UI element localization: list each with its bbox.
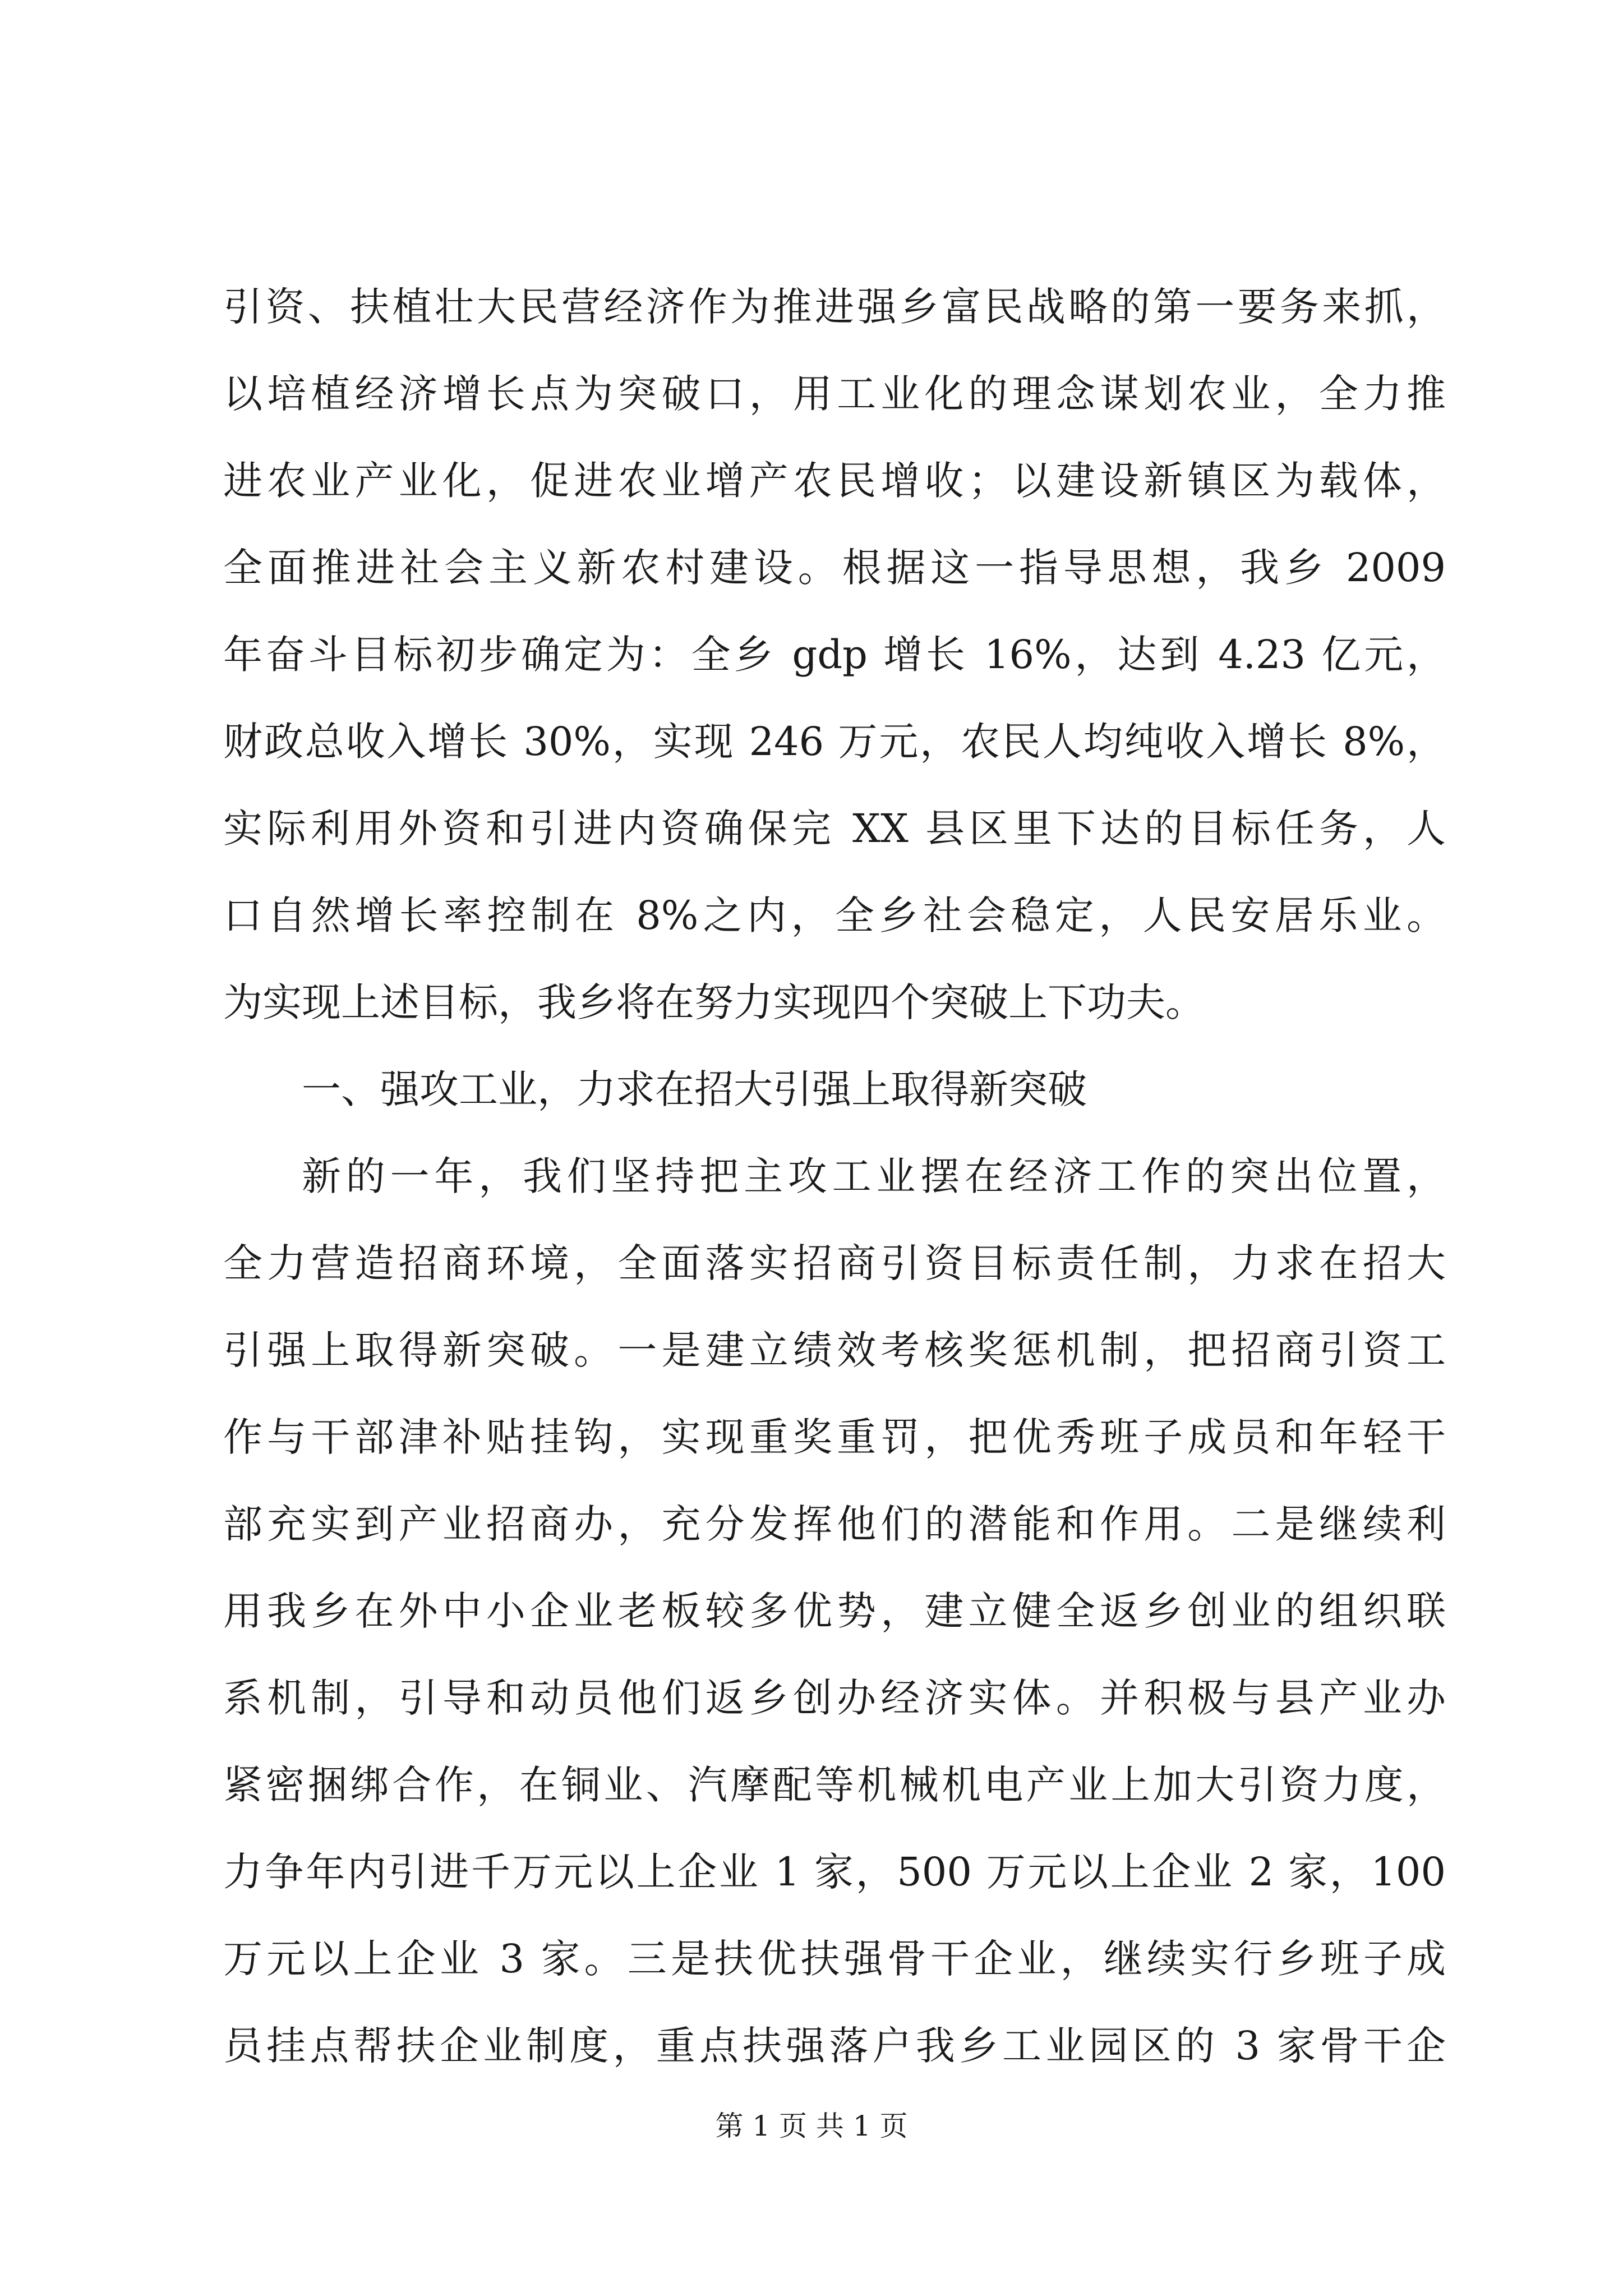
text-line-9: 为实现上述目标，我乡将在努力实现四个突破上下功夫。 <box>223 979 1205 1025</box>
text-line-13: 引强上取得新突破。一是建立绩效考核奖惩机制，把招商引资工 <box>223 1327 1446 1373</box>
text-line-14: 作与干部津补贴挂钩，实现重奖重罚，把优秀班子成员和年轻干 <box>223 1414 1446 1460</box>
text-line-2: 以培植经济增长点为突破口，用工业化的理念谋划农业，全力推 <box>223 371 1446 417</box>
document-body <box>223 264 1446 2090</box>
text-line-11: 新的一年，我们坚持把主攻工业摆在经济工作的突出位置， <box>302 1153 1446 1199</box>
text-line-20: 万元以上企业 3 家。三是扶优扶强骨干企业，继续实行乡班子成 <box>223 1936 1446 1982</box>
text-line-17: 系机制，引导和动员他们返乡创办经济实体。并积极与县产业办 <box>223 1675 1446 1721</box>
page-footer <box>0 2106 1623 2146</box>
text-line-12: 全力营造招商环境，全面落实招商引资目标责任制，力求在招大 <box>223 1240 1446 1286</box>
text-line-16: 用我乡在外中小企业老板较多优势，建立健全返乡创业的组织联 <box>223 1588 1446 1634</box>
text-line-19: 力争年内引进千万元以上企业 1 家，500 万元以上企业 2 家，100 <box>223 1849 1446 1895</box>
text-line-6: 财政总收入增长 30%，实现 246 万元，农民人均纯收入增长 8%， <box>223 719 1446 765</box>
page-number: 第 1 页 共 1 页 <box>715 2110 908 2142</box>
text-line-7: 实际利用外资和引进内资确保完 XX 县区里下达的目标任务，人 <box>223 806 1446 852</box>
text-line-8: 口自然增长率控制在 8%之内，全乡社会稳定，人民安居乐业。 <box>223 892 1446 938</box>
text-line-3: 进农业产业化，促进农业增产农民增收；以建设新镇区为载体， <box>223 458 1446 504</box>
text-line-1: 引资、扶植壮大民营经济作为推进强乡富民战略的第一要务来抓， <box>223 284 1446 330</box>
text-line-5: 年奋斗目标初步确定为：全乡 gdp 增长 16%，达到 4.23 亿元， <box>223 632 1446 678</box>
section-heading-1: 一、强攻工业，力求在招大引强上取得新突破 <box>302 1066 1087 1112</box>
text-line-21: 员挂点帮扶企业制度，重点扶强落户我乡工业园区的 3 家骨干企 <box>223 2023 1446 2069</box>
text-line-15: 部充实到产业招商办，充分发挥他们的潜能和作用。二是继续利 <box>223 1501 1446 1547</box>
text-line-18: 紧密捆绑合作，在铜业、汽摩配等机械机电产业上加大引资力度， <box>223 1762 1446 1808</box>
text-line-4: 全面推进社会主义新农村建设。根据这一指导思想，我乡 2009 <box>223 545 1446 591</box>
